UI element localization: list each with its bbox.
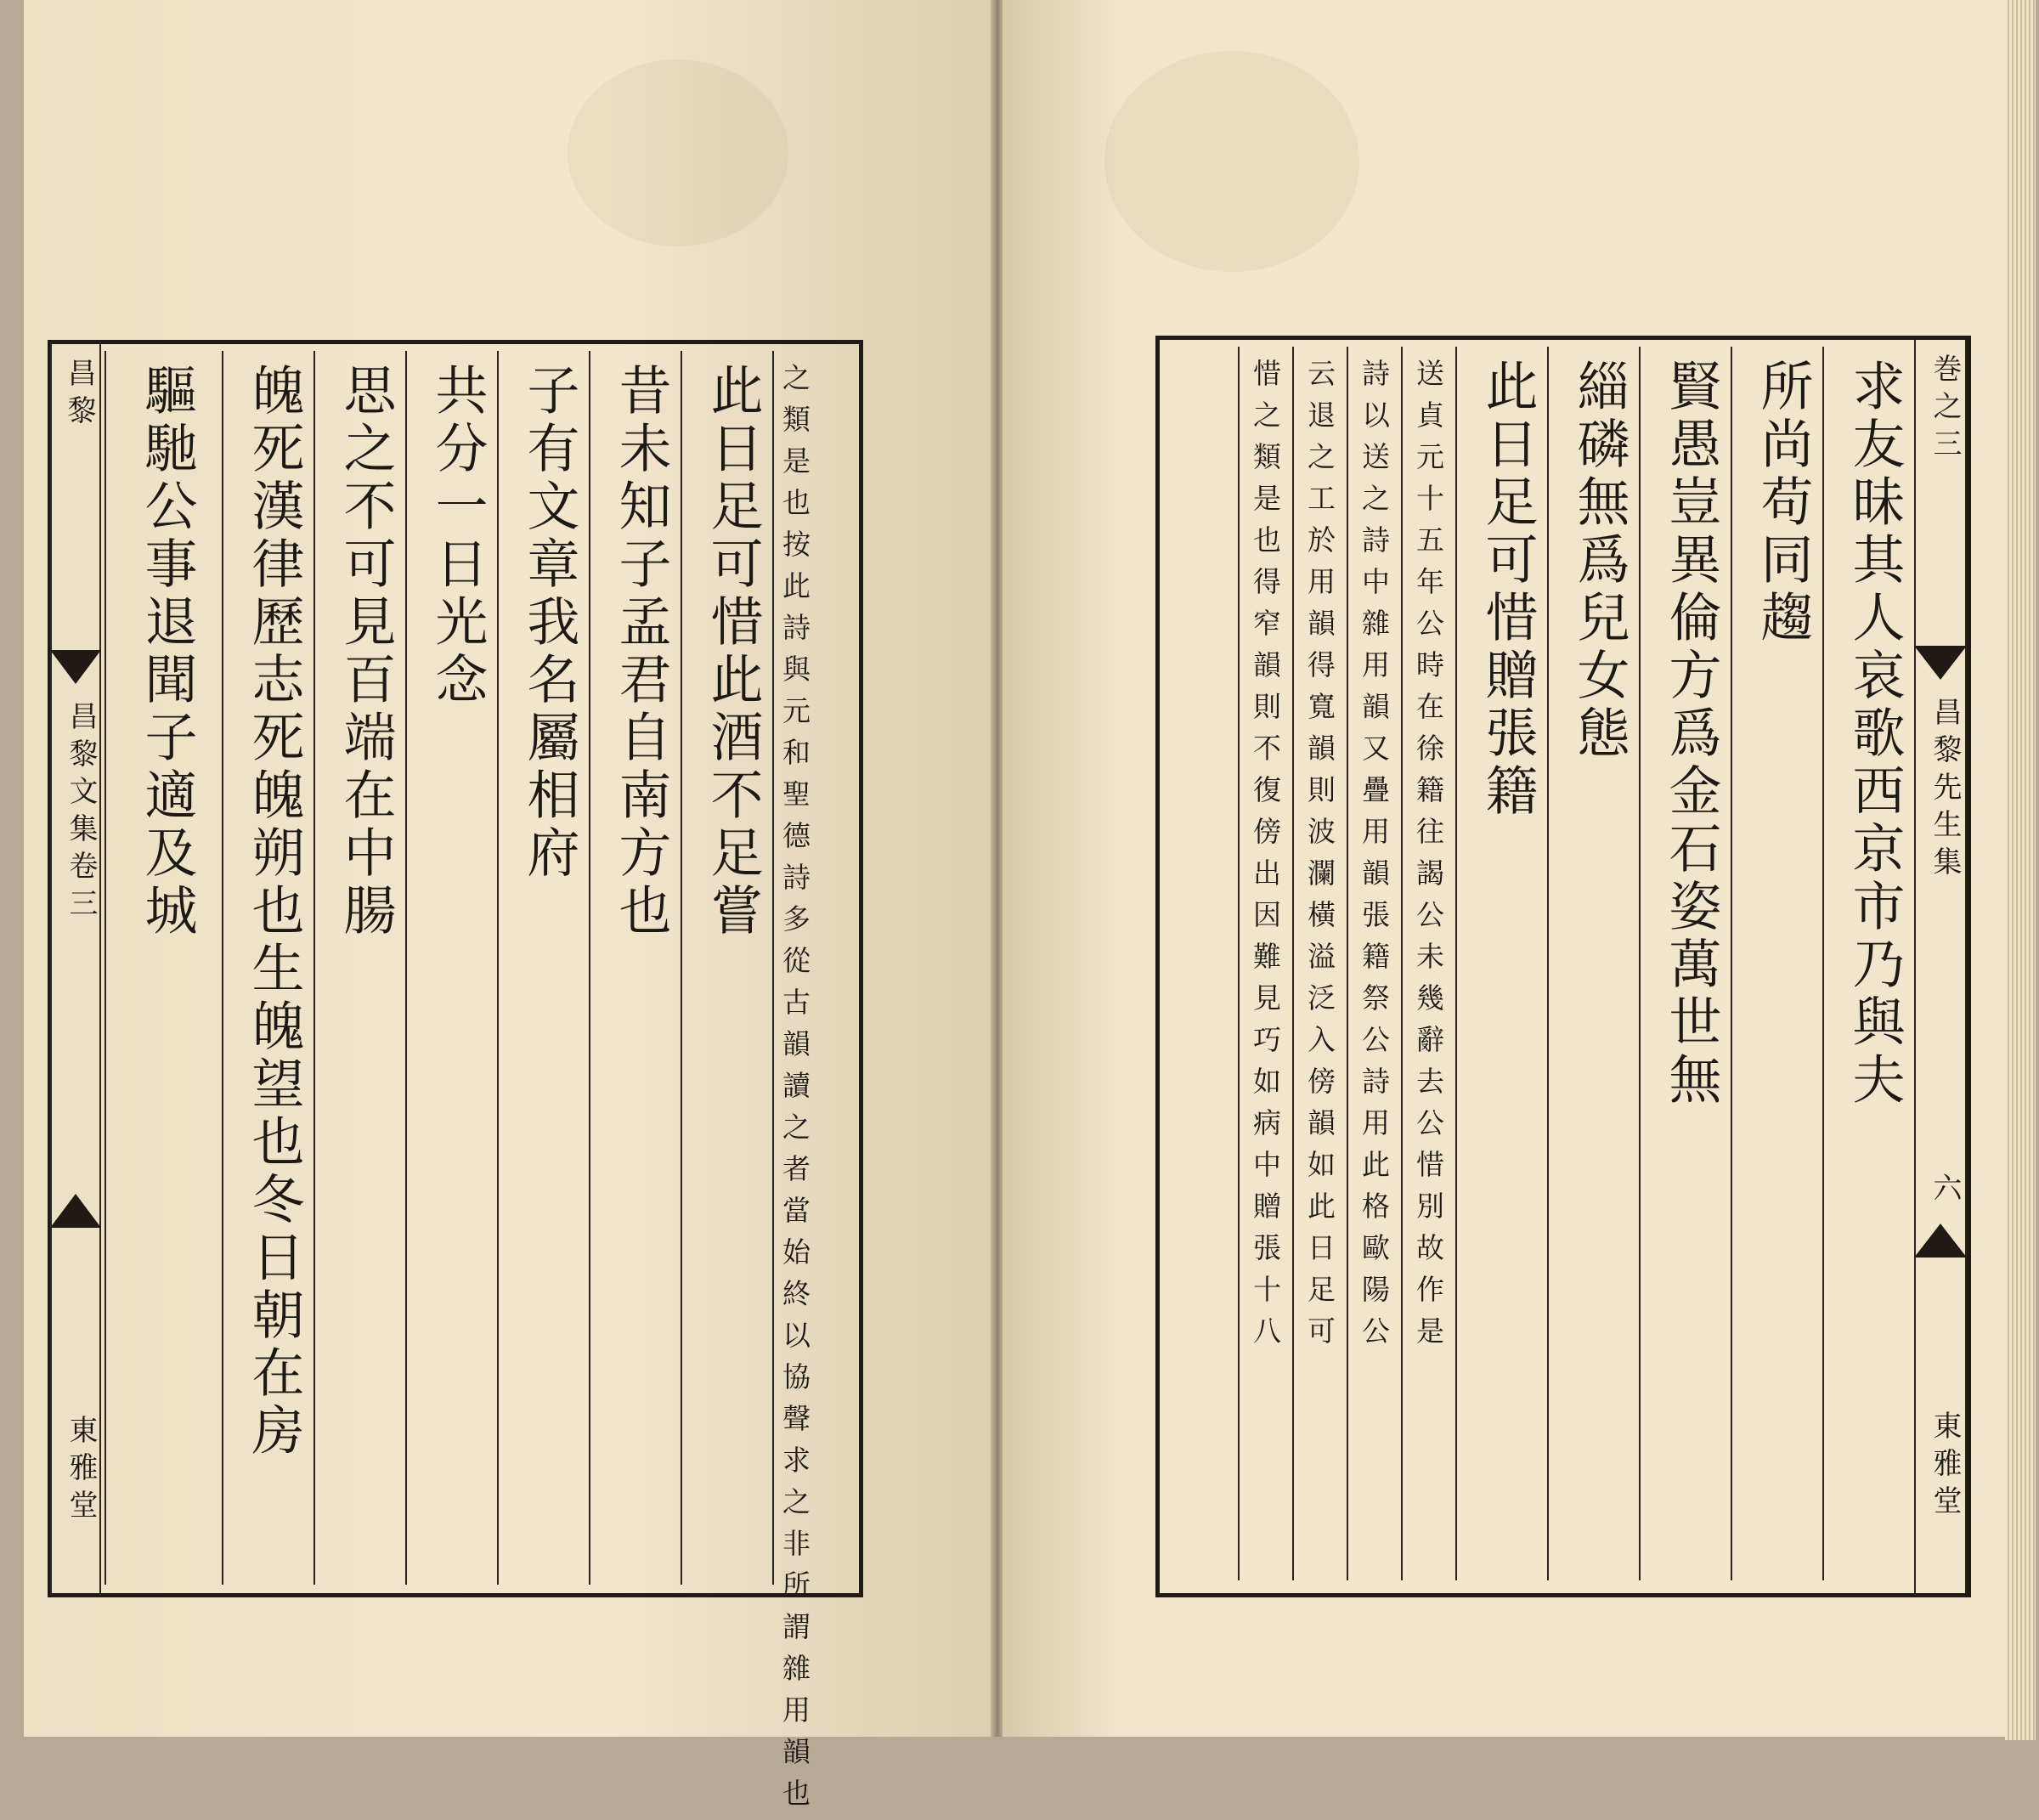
edge-title-top: 昌黎 xyxy=(62,358,96,432)
text-column-blank xyxy=(1160,347,1238,1580)
main-text: 共分一日光念 xyxy=(426,363,489,709)
edge-publisher: 東雅堂 xyxy=(64,1415,98,1527)
edge-title-top: 巻之三 xyxy=(1928,353,1962,466)
main-text: 驅馳公事退聞子適及城 xyxy=(136,363,198,941)
text-column xyxy=(313,351,405,1585)
right-page-edge xyxy=(1914,340,1967,1593)
text-column xyxy=(104,351,222,1585)
edge-volume-title: 昌黎先生集 xyxy=(1928,697,1962,884)
text-column xyxy=(1822,347,1914,1580)
annotation-text: 送貞元十五年公時在徐籍往謁公未幾辭去公惜別故作是 xyxy=(1412,359,1445,1358)
text-column xyxy=(497,351,589,1585)
annotation-text: 云退之工於用韻得寬韻則波瀾橫溢泛入傍韻如此日足可 xyxy=(1303,359,1336,1358)
left-page-edge xyxy=(50,344,101,1593)
page-stack-edges xyxy=(2005,0,2036,1740)
main-text: 所尚苟同趨 xyxy=(1752,359,1814,647)
text-column xyxy=(1731,347,1822,1580)
main-text: 昔未知子孟君自南方也 xyxy=(610,363,672,941)
main-text: 賢愚豈異倫方爲金石姿萬世無 xyxy=(1660,359,1722,1110)
text-column xyxy=(1401,347,1455,1580)
text-column xyxy=(1292,347,1347,1580)
main-text: 魄死漢律歷志死魄朔也生魄望也冬日朝在房 xyxy=(243,363,305,1461)
text-column xyxy=(589,351,681,1585)
annotation-text: 惜之類是也得窄韻則不復傍出因難見巧如病中贈張十八 xyxy=(1249,359,1282,1358)
edge-page-number: 六 xyxy=(1928,1173,1962,1210)
edge-volume-title: 昌黎文集卷三 xyxy=(64,701,98,925)
paper-stain xyxy=(568,59,788,246)
fishtail-mark xyxy=(50,650,101,684)
text-column xyxy=(222,351,313,1585)
fishtail-mark xyxy=(1914,1224,1967,1258)
left-page xyxy=(24,0,992,1820)
main-text: 緇磷無爲兒女態 xyxy=(1568,359,1630,763)
annotation-text: 之類是也按此詩與元和聖德詩多從古韻讀之者當始終以協聲求之非所謂雜用韻也 xyxy=(778,363,811,1820)
text-column xyxy=(405,351,497,1585)
main-text: 子有文章我名屬相府 xyxy=(518,363,580,883)
main-text: 思之不可見百端在中腸 xyxy=(335,363,397,941)
annotation-text: 詩以送之詩中雜用韻又疊用韻張籍祭公詩用此格歐陽公 xyxy=(1358,359,1391,1358)
main-text: 此日足可惜此酒不足嘗 xyxy=(702,363,764,941)
fishtail-mark xyxy=(1914,646,1967,680)
paper-stain xyxy=(1104,51,1359,272)
text-column xyxy=(1547,347,1639,1580)
text-column xyxy=(681,351,772,1585)
main-text: 此日足可惜贈張籍 xyxy=(1477,359,1539,821)
edge-publisher: 東雅堂 xyxy=(1928,1410,1962,1523)
text-column xyxy=(772,351,857,1820)
text-column xyxy=(1347,347,1401,1580)
text-column xyxy=(1639,347,1731,1580)
main-text: 求友昧其人哀歌西京市乃與夫 xyxy=(1844,359,1906,1110)
text-column xyxy=(1238,347,1292,1580)
fishtail-mark xyxy=(50,1194,101,1228)
right-text-frame xyxy=(1155,336,1971,1597)
left-text-frame xyxy=(48,340,863,1820)
text-column xyxy=(1455,347,1547,1580)
